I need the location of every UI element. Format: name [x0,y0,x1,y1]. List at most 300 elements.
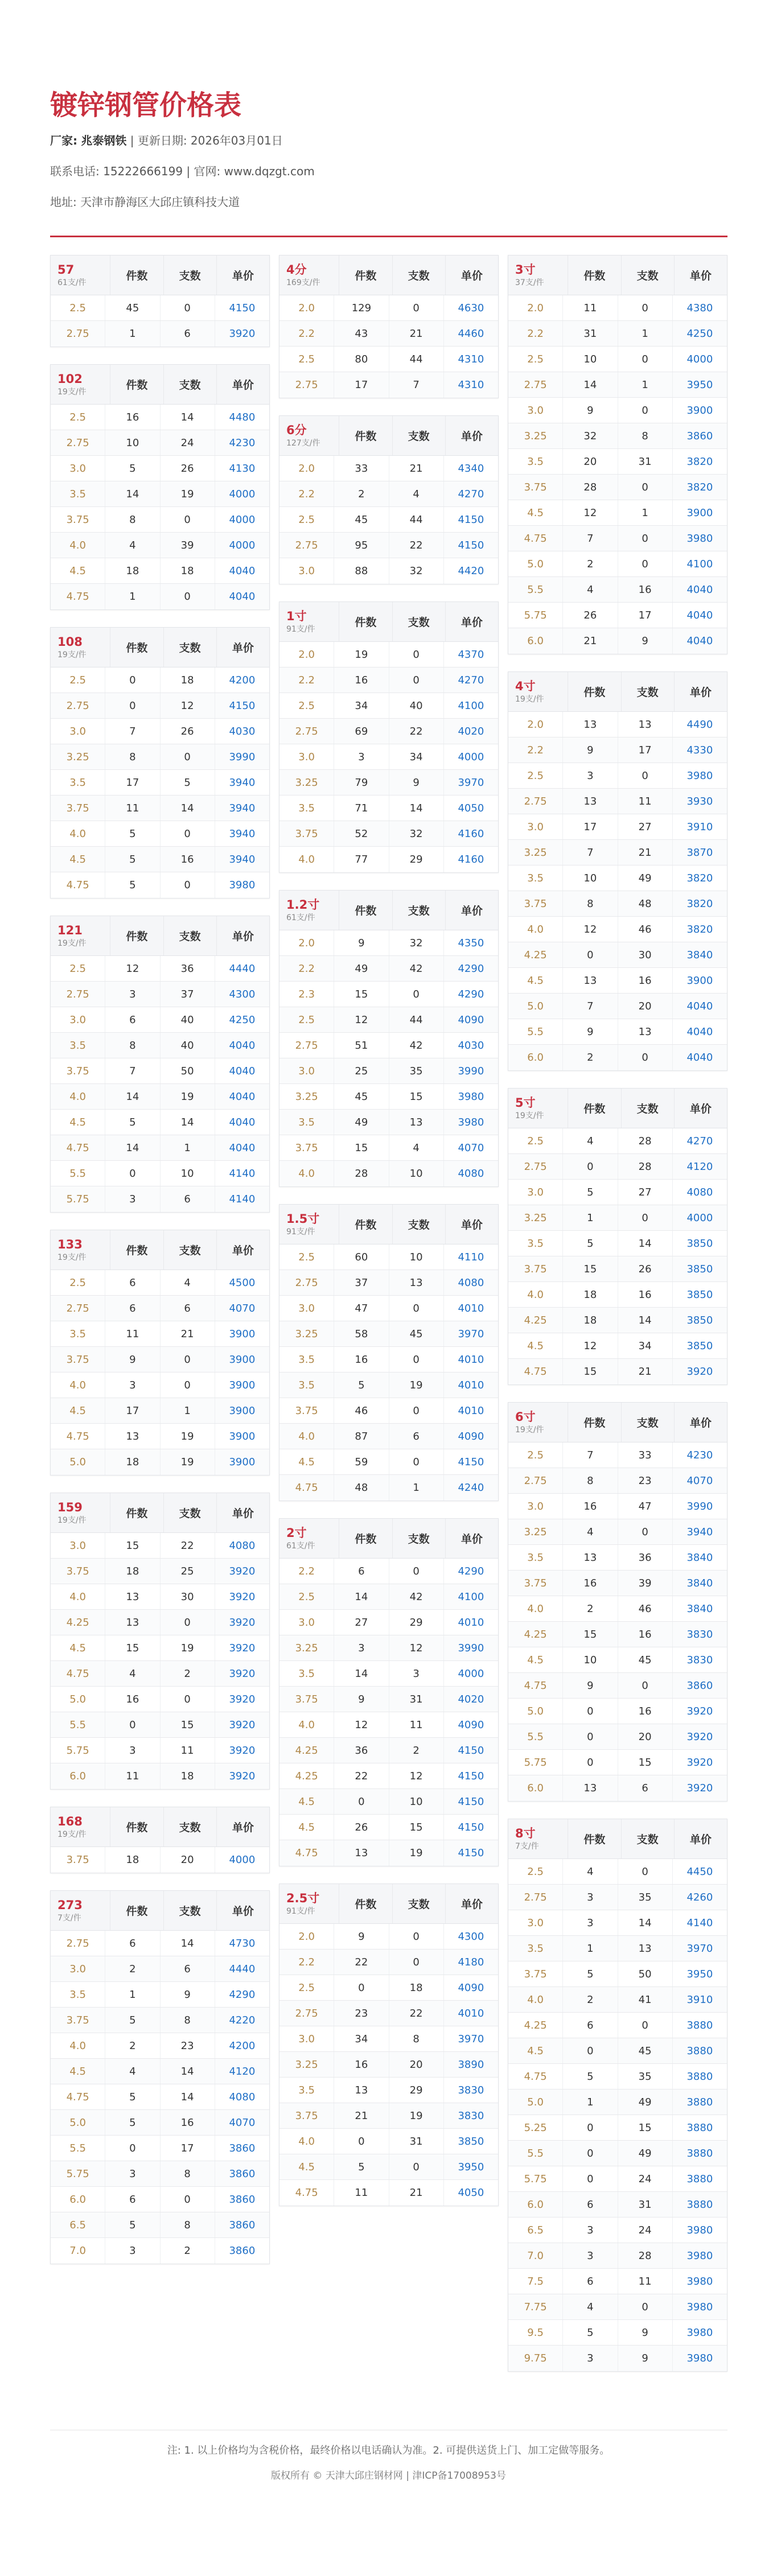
pieces-cell: 11 [618,2269,673,2294]
price-cell: 4040 [686,1000,713,1012]
pieces-cell: 20 [618,1724,673,1749]
pieces-header: 支数 [164,1807,217,1847]
price-cell: 3980 [686,2224,713,2236]
count-cell: 6 [563,2192,618,2217]
price-table [508,255,727,654]
price-header: 单价 [689,1833,712,1846]
pieces-cell: 0 [161,1687,215,1712]
thickness-cell: 5.75 [51,1186,105,1212]
price-header: 单价 [232,642,254,654]
pieces-cell: 0 [389,1398,444,1423]
price-cell: 3860 [229,2142,256,2154]
price-table [50,1890,270,2264]
price-cell: 4250 [686,327,713,340]
table-row [51,667,269,693]
thickness-cell: 3.75 [51,1058,105,1083]
table-row [279,642,498,667]
table-body [279,456,498,584]
spec-name: 133 [57,1237,83,1251]
thickness-cell: 2.2 [279,667,334,693]
pieces-cell: 0 [618,1045,673,1070]
thickness-cell: 3.75 [508,1256,563,1281]
count-cell: 1 [563,1936,618,1961]
pieces-header: 支数 [164,365,217,404]
count-cell: 12 [563,917,618,942]
price-cell: 4090 [458,1981,484,1994]
price-cell: 3900 [229,1379,256,1391]
thickness-cell: 3.5 [51,770,105,795]
pieces-cell: 16 [618,1622,673,1647]
price-cell: 3920 [229,1616,256,1629]
thickness-cell: 3.5 [508,1936,563,1961]
thickness-cell: 2.75 [279,1033,334,1058]
table-row [51,321,269,347]
thickness-cell: 2.75 [51,1931,105,1956]
count-header: 件数 [339,1205,392,1244]
table-row [51,1533,269,1559]
price-header: 单价 [461,270,483,282]
thickness-cell: 2.0 [279,642,334,667]
count-cell: 12 [105,956,160,981]
count-cell: 18 [105,1847,160,1873]
thickness-cell: 4.0 [51,1373,105,1398]
thickness-cell: 2.75 [279,372,334,398]
thickness-cell: 4.0 [508,1987,563,2012]
price-cell: 4160 [458,854,484,865]
table-row [508,628,727,654]
price-cell: 3900 [686,404,713,417]
thickness-cell: 3.75 [51,1347,105,1372]
pieces-cell: 13 [618,1936,673,1961]
count-cell: 19 [334,642,389,667]
price-table [279,255,499,398]
price-cell: 4270 [458,674,484,686]
count-cell: 16 [334,2052,389,2077]
table-row [51,872,269,898]
pieces-cell: 0 [161,584,215,609]
count-cell: 0 [334,1975,389,2000]
count-cell: 7 [563,840,618,865]
count-header: 件数 [110,628,163,667]
table-row [51,1847,269,1873]
price-cell: 3860 [229,2219,256,2231]
price-cell: 3820 [686,897,713,910]
thickness-cell: 5.0 [508,994,563,1019]
price-cell: 4010 [458,1353,484,1366]
thickness-cell: 4.75 [279,2180,334,2206]
count-cell: 28 [334,1161,389,1186]
price-cell: 3950 [686,1968,713,1980]
thickness-cell: 3.25 [279,1635,334,1660]
pieces-cell: 10 [389,1789,444,1814]
table-row [51,1161,269,1186]
thickness-cell: 3.0 [508,1494,563,1519]
thickness-cell: 3.5 [279,796,334,821]
table-row [508,475,727,500]
price-cell: 4040 [686,609,713,621]
pieces-cell: 18 [161,667,215,693]
table-row [51,821,269,847]
table-row [508,2294,727,2320]
count-cell: 60 [334,1244,389,1270]
table-row [279,1270,498,1296]
count-header: 件数 [339,1884,392,1923]
price-cell: 4150 [458,1744,484,1757]
thickness-cell: 2.5 [508,1128,563,1153]
pieces-cell: 15 [618,2115,673,2140]
table-row [51,1584,269,1610]
price-cell: 3840 [686,1551,713,1564]
thickness-cell: 5.0 [508,1699,563,1724]
pieces-cell: 2 [161,1661,215,1686]
count-cell: 95 [334,533,389,558]
thickness-cell: 3.0 [51,456,105,481]
thickness-cell: 2.5 [279,693,334,718]
thickness-cell: 5.75 [508,603,563,628]
pieces-cell: 36 [161,956,215,981]
thickness-cell: 4.25 [279,1763,334,1788]
count-cell: 7 [105,1058,160,1083]
footer-copyright[interactable]: 版权所有 © 天津大邱庄钢材网 | 津ICP备17008953号 [270,2470,506,2482]
pieces-header: 支数 [622,1819,675,1858]
table-row [51,2110,269,2136]
pieces-header: 支数 [164,1230,217,1270]
price-cell: 4450 [686,1865,713,1878]
price-cell: 3910 [686,821,713,833]
pieces-cell: 1 [389,1475,444,1501]
table-header [51,255,269,295]
table-row [279,2078,498,2103]
thickness-cell: 3.0 [279,1296,334,1321]
pieces-cell: 0 [618,475,673,500]
count-cell: 2 [563,551,618,576]
thickness-cell: 3.75 [279,1398,334,1423]
pieces-cell: 35 [618,2064,673,2089]
price-cell: 4180 [458,1956,484,1968]
price-cell: 4000 [229,1854,256,1866]
price-header: 单价 [232,270,254,282]
price-cell: 3860 [686,430,713,442]
pieces-cell: 0 [389,1347,444,1372]
thickness-cell: 2.0 [508,712,563,737]
spec-name: 5寸 [515,1095,536,1110]
spec-per-bundle: 19支/件 [57,938,87,948]
spec-name: 108 [57,634,83,649]
price-cell: 4150 [458,1795,484,1808]
thickness-cell: 5.5 [51,2136,105,2161]
pieces-cell: 10 [161,1161,215,1186]
price-cell: 4010 [458,1302,484,1314]
table-row [51,796,269,821]
count-cell: 43 [334,321,389,346]
spec-name: 3寸 [515,262,536,277]
count-cell: 5 [563,1231,618,1256]
pieces-cell: 14 [618,1910,673,1935]
spec-name: 168 [57,1814,83,1828]
price-cell: 4040 [686,583,713,596]
table-header [51,1807,269,1847]
count-header: 件数 [568,1819,621,1858]
price-cell: 4080 [229,1539,256,1552]
table-header [51,1493,269,1533]
price-cell: 4000 [686,353,713,365]
price-cell: 4080 [458,1168,484,1180]
thickness-cell: 2.2 [279,481,334,506]
table-row [51,1956,269,1982]
table-row [51,1296,269,1321]
table-row [508,1442,727,1468]
thickness-cell: 2.5 [279,1007,334,1032]
table-row [508,347,727,372]
table-row [508,1724,727,1750]
count-cell: 14 [334,1584,389,1609]
spec-header-cell [51,1230,110,1270]
price-header: 单价 [461,616,483,629]
pieces-cell: 2 [389,1738,444,1763]
price-cell: 4010 [458,1616,484,1629]
table-row [279,1840,498,1866]
count-cell: 21 [563,628,618,654]
spec-header-cell [279,1205,339,1244]
thickness-cell: 4.5 [51,1398,105,1423]
count-cell: 12 [334,1712,389,1737]
count-cell: 14 [105,1135,160,1160]
count-cell: 26 [563,603,618,628]
price-cell: 3980 [458,1090,484,1103]
thickness-cell: 5.75 [508,2166,563,2191]
pieces-cell: 0 [161,872,215,898]
table-row [279,1398,498,1424]
count-cell: 11 [105,1321,160,1346]
count-cell: 15 [334,1135,389,1160]
thickness-cell: 2.0 [508,295,563,320]
table-header [51,1230,269,1270]
count-header: 件数 [110,255,163,295]
pieces-cell: 6 [161,1296,215,1321]
spec-header-cell [51,1493,110,1532]
page-header [50,85,727,217]
pieces-cell: 19 [389,1373,444,1398]
thickness-cell: 4.5 [51,558,105,583]
table-row [51,2136,269,2161]
pieces-cell: 21 [618,840,673,865]
pieces-cell: 23 [161,2033,215,2058]
thickness-cell: 4.5 [279,1789,334,1814]
price-table [508,1819,727,2372]
table-body [279,1559,498,1866]
table-row [508,1231,727,1256]
count-cell: 13 [334,2078,389,2103]
spec-header-cell [51,255,110,295]
thickness-cell: 4.0 [51,2033,105,2058]
spec-name: 4寸 [515,679,536,693]
table-row [51,1321,269,1347]
count-header: 件数 [110,1230,163,1270]
thickness-cell: 9.75 [508,2346,563,2371]
table-row [279,1373,498,1398]
pieces-header: 支数 [393,891,446,930]
count-cell: 48 [334,1475,389,1501]
price-cell: 3890 [458,2058,484,2071]
count-cell: 3 [105,982,160,1007]
spec-name: 4分 [286,262,307,277]
price-cell: 3920 [229,1642,256,1654]
pieces-cell: 11 [389,1712,444,1737]
thickness-cell: 3.5 [279,1110,334,1135]
table-row [279,2026,498,2052]
table-row [508,321,727,347]
count-cell: 13 [105,1610,160,1635]
pieces-cell: 48 [618,891,673,916]
count-cell: 3 [105,2161,160,2186]
table-row [279,2103,498,2129]
thickness-cell: 4.0 [279,2129,334,2154]
pieces-cell: 14 [161,1110,215,1135]
table-row [508,2346,727,2371]
count-cell: 59 [334,1449,389,1474]
thickness-cell: 2.0 [279,1924,334,1949]
price-cell: 4130 [229,462,256,475]
table-row [508,1936,727,1961]
price-cell: 3920 [229,328,256,340]
thickness-cell: 3.5 [279,2078,334,2103]
table-body [279,930,498,1186]
count-cell: 5 [105,2110,160,2135]
thickness-cell: 3.0 [508,398,563,423]
count-cell: 1 [105,584,160,609]
spec-header-cell [51,1807,110,1847]
count-cell: 2 [563,1987,618,2012]
count-cell: 7 [105,719,160,744]
pieces-cell: 35 [389,1058,444,1083]
table-row [279,2154,498,2180]
price-cell: 3920 [229,1590,256,1603]
spec-per-bundle: 91支/件 [286,624,315,634]
price-cell: 3860 [229,2245,256,2257]
spec-per-bundle: 19支/件 [57,650,87,660]
price-cell: 4030 [458,1039,484,1052]
table-row [51,2084,269,2110]
price-cell: 3820 [686,923,713,935]
count-header: 件数 [110,1807,163,1847]
pieces-header: 支数 [393,1884,446,1923]
count-cell: 2 [105,1956,160,1981]
table-row [279,796,498,821]
count-cell: 5 [563,1961,618,1986]
pieces-cell: 0 [389,982,444,1007]
spec-per-bundle: 19支/件 [515,1111,544,1120]
price-cell: 3980 [686,2326,713,2339]
thickness-cell: 2.0 [279,295,334,320]
price-cell: 3880 [686,2045,713,2057]
price-cell: 4330 [686,744,713,756]
count-cell: 47 [334,1296,389,1321]
count-cell: 11 [105,796,160,821]
price-cell: 3980 [458,1116,484,1128]
pieces-cell: 37 [161,982,215,1007]
table-header [51,1891,269,1931]
count-cell: 13 [563,968,618,993]
price-cell: 4150 [458,539,484,551]
count-cell: 5 [334,2154,389,2179]
thickness-cell: 3.75 [279,821,334,846]
table-row [508,1885,727,1910]
thickness-cell: 3.0 [51,1533,105,1558]
price-cell: 4000 [229,539,256,551]
contact-info[interactable]: 联系电话: 15222666199 | 官网: www.dqzgt.com [50,164,315,178]
pieces-cell: 45 [389,1321,444,1346]
pieces-cell: 50 [161,1058,215,1083]
thickness-cell: 4.5 [279,2154,334,2179]
price-cell: 3920 [686,1730,713,1743]
pieces-cell: 17 [161,2136,215,2161]
pieces-cell: 15 [161,1712,215,1737]
table-row [279,930,498,956]
table-body [279,1924,498,2206]
table-row [279,667,498,693]
pieces-cell: 40 [161,1033,215,1058]
table-row [51,982,269,1007]
price-cell: 3900 [686,506,713,519]
price-cell: 3980 [686,532,713,545]
pieces-cell: 0 [618,1859,673,1884]
table-row [508,423,727,449]
pieces-cell: 12 [389,1763,444,1788]
pieces-cell: 0 [389,1924,444,1949]
table-row [279,1712,498,1738]
price-table [50,1230,270,1475]
thickness-cell: 3.0 [508,814,563,839]
table-row [51,295,269,321]
thickness-cell: 5.75 [51,1738,105,1763]
thickness-cell: 3.5 [508,1545,563,1570]
pieces-cell: 22 [389,533,444,558]
pieces-cell: 44 [389,507,444,532]
pieces-cell: 34 [618,1333,673,1358]
thickness-cell: 3.5 [51,1033,105,1058]
price-cell: 4440 [229,962,256,975]
thickness-cell: 2.75 [51,1296,105,1321]
table-row [279,1610,498,1635]
table-body [508,1859,727,2371]
pieces-cell: 19 [161,1424,215,1449]
spec-per-bundle: 19支/件 [515,1425,544,1435]
pieces-cell: 8 [389,2026,444,2051]
thickness-cell: 5.75 [51,2161,105,2186]
pieces-cell: 9 [161,1982,215,2007]
pieces-cell: 16 [618,968,673,993]
thickness-cell: 2.75 [279,1270,334,1295]
table-row [279,1949,498,1975]
price-header: 单价 [689,686,712,699]
count-cell: 0 [105,667,160,693]
pieces-cell: 16 [618,1282,673,1307]
table-row [51,744,269,770]
table-row [51,2059,269,2084]
pieces-cell: 0 [161,1610,215,1635]
thickness-cell: 4.0 [508,1282,563,1307]
count-cell: 9 [563,1019,618,1044]
count-cell: 13 [334,1840,389,1866]
price-cell: 3820 [686,481,713,493]
count-cell: 23 [334,2001,389,2026]
price-cell: 3880 [686,2096,713,2108]
price-cell: 4100 [686,558,713,570]
table-body [508,712,727,1070]
price-cell: 4240 [458,1482,484,1494]
table-row [508,2064,727,2089]
thickness-cell: 2.5 [279,1584,334,1609]
